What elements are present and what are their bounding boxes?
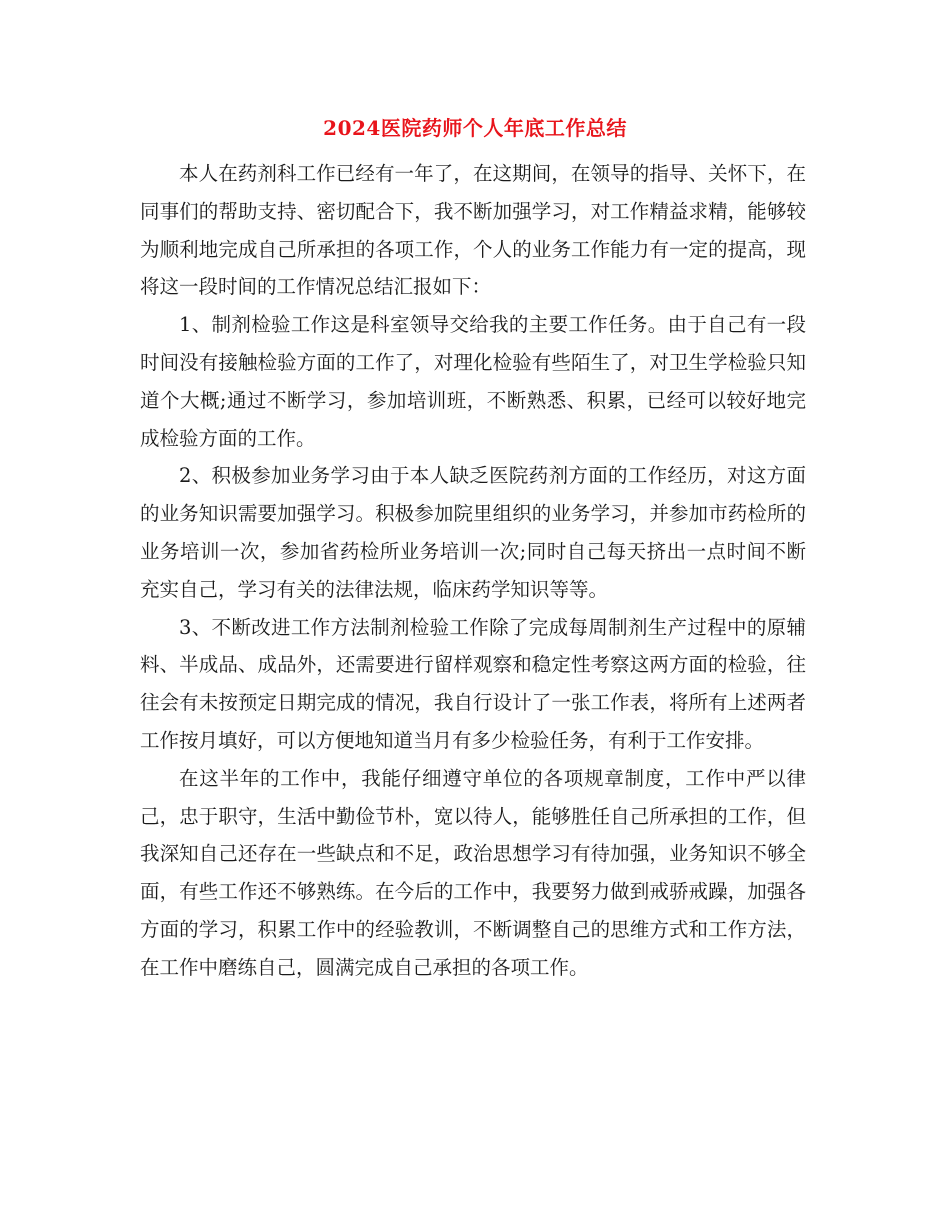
paragraph-item-1: 1、制剂检验工作这是科室领导交给我的主要工作任务。由于自己有一段时间没有接触检验方面的工作了，对理化检验有些陌生了，对卫生学检验只知道个大概;通过不断学习，参加培训班，不断熟悉、积累，已经可以较好地完成检验方面的工作。: [140, 313, 806, 450]
paragraph-conclusion: 在这半年的工作中，我能仔细遵守单位的各项规章制度，工作中严以律己，忠于职守，生活中勤俭节朴，宽以待人，能够胜任自己所承担的工作，但我深知自己还存在一些缺点和不足，政治思想学习有待加强，业务知识不够全面，有些工作还不够熟练。在今后的工作中，我要努力做到戒骄戒躁，加强各方面的学习，积累工作中的经验教训，不断调整自己的思维方式和工作方法，在工作中磨练自己，圆满完成自己承担的各项工作。: [140, 766, 806, 979]
document-body: [140, 155, 806, 987]
paragraph-intro: 本人在药剂科工作已经有一年了，在这期间，在领导的指导、关怀下，在同事们的帮助支持、密切配合下，我不断加强学习，对工作精益求精，能够较为顺利地完成自己所承担的各项工作，个人的业务工作能力有一定的提高，现将这一段时间的工作情况总结汇报如下：: [140, 162, 806, 299]
document-title: 2024医院药师个人年底工作总结: [323, 116, 627, 140]
paragraph-item-2: 2、积极参加业务学习由于本人缺乏医院药剂方面的工作经历，对这方面的业务知识需要加强学习。积极参加院里组织的业务学习，并参加市药检所的业务培训一次，参加省药检所业务培训一次;同时自己每天挤出一点时间不断充实自己，学习有关的法律法规，临床药学知识等等。: [140, 464, 806, 601]
paragraph-item-3: 3、不断改进工作方法制剂检验工作除了完成每周制剂生产过程中的原辅料、半成品、成品外，还需要进行留样观察和稳定性考察这两方面的检验，往往会有未按预定日期完成的情况，我自行设计了一张工作表，将所有上述两者工作按月填好，可以方便地知道当月有多少检验任务，有利于工作安排。: [140, 615, 806, 752]
